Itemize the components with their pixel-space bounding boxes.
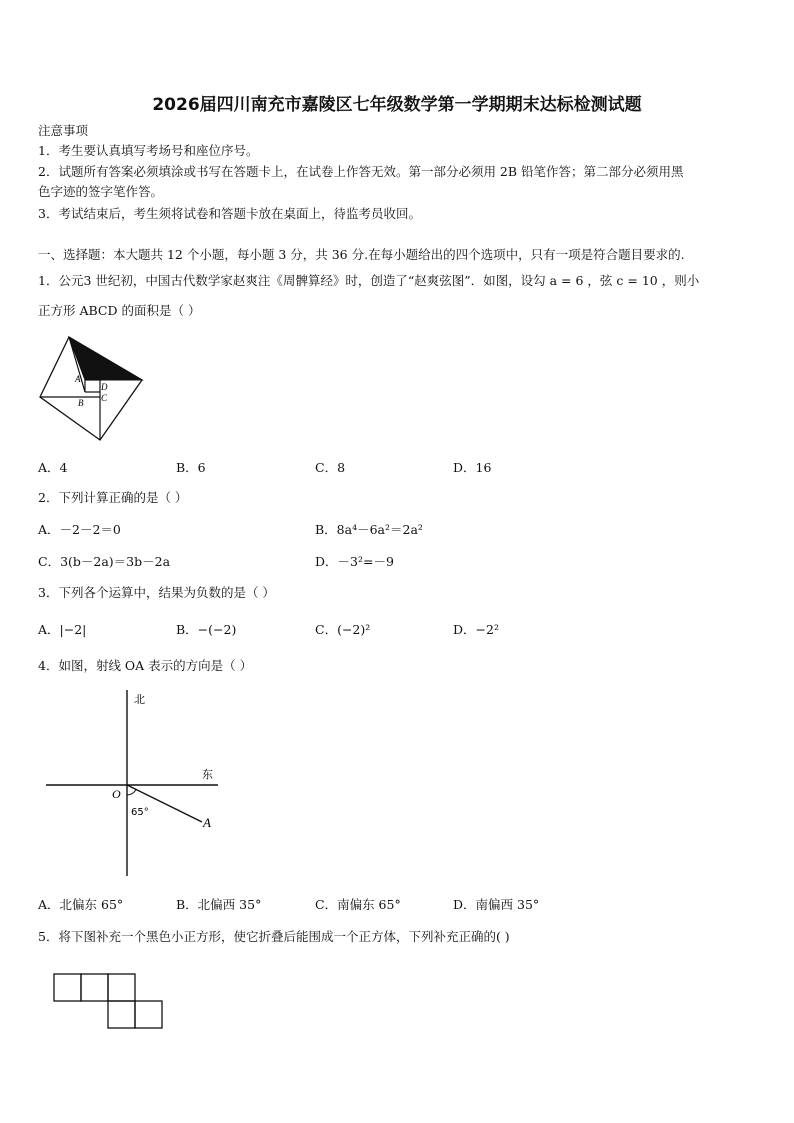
q1-stem-line2: 正方形 ABCD 的面积是（ ）	[38, 303, 201, 318]
q3-option-d[interactable]: D．−2²	[453, 622, 499, 637]
label-xian: 弦(c)	[110, 344, 127, 352]
notice-item-2-cont: 色字迹的签字笔作答。	[38, 184, 164, 199]
label-north: 北	[134, 693, 145, 706]
direction-diagram	[38, 686, 228, 880]
notice-item-2: 2．试题所有答案必须填涂或书写在答题卡上，在试卷上作答无效。第一部分必须用 2B 铅笔作答；第二部分必须用黑	[38, 164, 684, 179]
q2-option-b[interactable]: B．8a⁴－6a²＝2a²	[315, 522, 423, 537]
q1-option-a[interactable]: A．4	[38, 460, 68, 475]
q2-option-c[interactable]: C．3(b－2a)＝3b－2a	[38, 554, 171, 569]
section-heading: 一、选择题：本大题共 12 个小题，每小题 3 分，共 36 分.在每小题给出的四个选项中，只有一项是符合题目要求的.	[38, 247, 685, 262]
q2-option-a[interactable]: A．－2－2＝0	[38, 522, 121, 537]
page-title: 2026届四川南充市嘉陵区七年级数学第一学期期末达标检测试题	[152, 95, 642, 115]
label-B: B	[78, 398, 84, 408]
label-angle: 65°	[131, 807, 149, 818]
q4-option-b[interactable]: B．北偏西 35°	[176, 897, 262, 912]
notice-item-1: 1．考生要认真填写考场号和座位序号。	[38, 143, 259, 158]
zhao-shuang-diagram	[38, 335, 148, 443]
label-C: C	[101, 393, 108, 403]
q1-option-c[interactable]: C．8	[315, 460, 346, 475]
notice-item-3: 3．考试结束后，考生须将试卷和答题卡放在桌面上，待监考员收回。	[38, 206, 421, 221]
q4-stem: 4．如图，射线 OA 表示的方向是（ ）	[38, 658, 253, 673]
label-origin: O	[112, 787, 121, 801]
cube-net-diagram	[52, 972, 167, 1032]
q4-option-d[interactable]: D．南偏西 35°	[453, 897, 540, 912]
q4-option-c[interactable]: C．南偏东 65°	[315, 897, 401, 912]
q1-option-d[interactable]: D．16	[453, 460, 492, 475]
q1-option-b[interactable]: B．6	[176, 460, 206, 475]
q5-stem: 5．将下图补充一个黑色小正方形，使它折叠后能围成一个正方体，下列补充正确的( )	[38, 929, 510, 944]
q3-option-b[interactable]: B．−(−2)	[176, 622, 237, 637]
q3-option-c[interactable]: C．(−2)²	[315, 622, 371, 637]
label-east: 东	[202, 768, 213, 781]
q4-option-a[interactable]: A．北偏东 65°	[38, 897, 124, 912]
notice-heading: 注意事项	[38, 123, 89, 138]
q3-stem: 3．下列各个运算中，结果为负数的是（ ）	[38, 585, 275, 600]
q1-stem-line1: 1．公元3 世纪初，中国古代数学家赵爽注《周髀算经》时，创造了“赵爽弦图”．如图，设勾 a = 6 ，弦 c = 10 ，则小	[38, 273, 700, 288]
label-D: D	[101, 382, 108, 392]
label-A: A	[203, 815, 211, 830]
label-A: A	[75, 374, 81, 384]
q2-option-d[interactable]: D．－3²=－9	[315, 554, 394, 569]
q2-stem: 2．下列计算正确的是（ ）	[38, 490, 188, 505]
q3-option-a[interactable]: A．|−2|	[38, 622, 87, 637]
